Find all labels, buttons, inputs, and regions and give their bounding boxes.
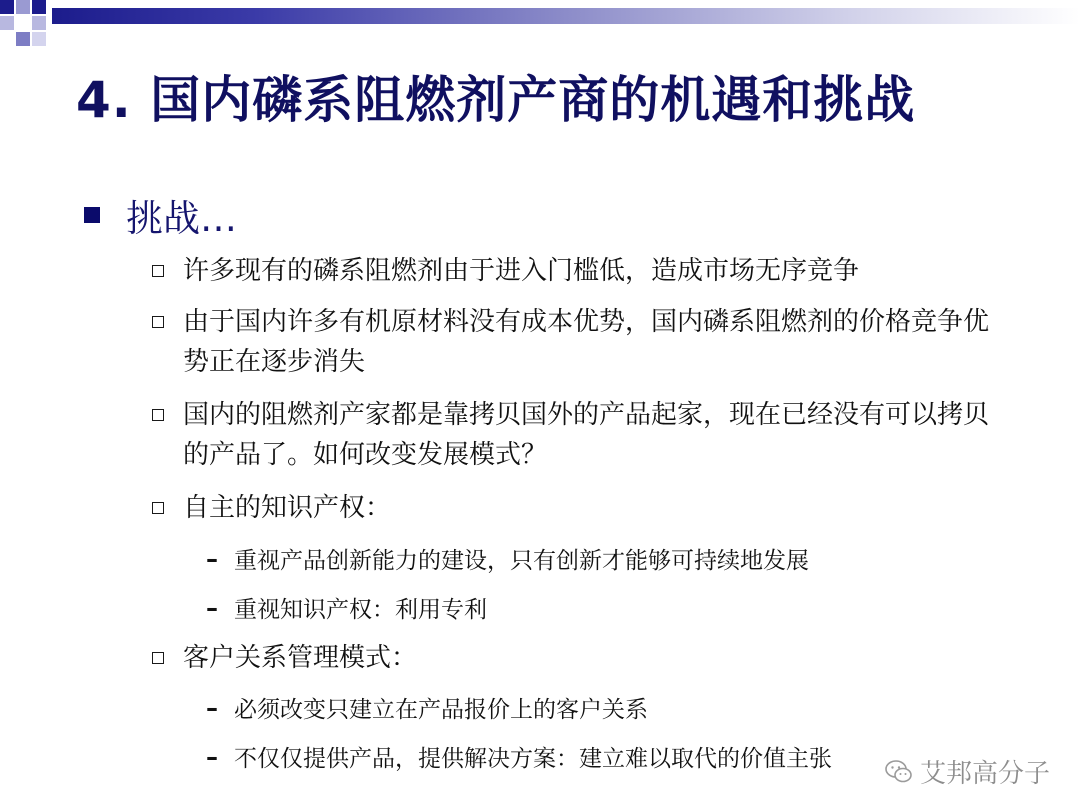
section-label: 挑战… — [126, 197, 237, 240]
deco-square — [0, 16, 14, 30]
sub-list-item — [206, 740, 832, 773]
watermark-text: 艾邦高分子 — [919, 759, 1050, 789]
header-gradient-bar — [52, 8, 1080, 24]
hollow-square-bullet-icon — [152, 652, 164, 664]
list-item — [152, 638, 1032, 678]
list-item — [152, 251, 1032, 291]
list-item — [152, 488, 1032, 528]
slide-title: 4. 国内磷系阻燃剂产商的机遇和挑战 — [76, 71, 916, 129]
section-heading — [84, 188, 237, 242]
sub-list-item — [206, 691, 648, 724]
hollow-square-bullet-icon — [152, 409, 164, 421]
dash-bullet: – — [206, 693, 218, 722]
deco-square — [32, 16, 46, 30]
hollow-square-bullet-icon — [152, 502, 164, 514]
deco-square — [16, 32, 30, 46]
sub-list-item — [206, 591, 487, 624]
deco-square — [16, 0, 30, 14]
deco-square — [32, 32, 46, 46]
list-item-text: 国内的阻燃剂产家都是靠拷贝国外的产品起家，现在已经没有可以拷贝的产品了。如何改变发展模式？ — [183, 400, 990, 470]
deco-square — [0, 0, 14, 14]
dash-bullet: – — [206, 742, 218, 771]
list-item-text: 由于国内许多有机原材料没有成本优势，国内磷系阻燃剂的价格竞争优势正在逐步消失 — [183, 307, 990, 377]
list-item-text: 自主的知识产权： — [183, 493, 392, 523]
wechat-icon — [884, 757, 914, 787]
sub-list-item — [206, 542, 809, 575]
hollow-square-bullet-icon — [152, 316, 164, 328]
list-item — [152, 395, 1032, 475]
square-bullet-icon — [84, 207, 100, 223]
hollow-square-bullet-icon — [152, 265, 164, 277]
watermark — [884, 753, 1050, 790]
deco-square — [32, 0, 46, 14]
sub-list-item-text: 重视产品创新能力的建设，只有创新才能够可持续地发展 — [234, 548, 809, 574]
sub-list-item-text: 必须改变只建立在产品报价上的客户关系 — [234, 697, 648, 723]
dash-bullet: – — [206, 544, 218, 573]
list-item — [152, 302, 1032, 382]
sub-list-item-text: 重视知识产权：利用专利 — [234, 597, 487, 623]
list-item-text: 客户关系管理模式： — [183, 643, 418, 673]
sub-list-item-text: 不仅仅提供产品，提供解决方案：建立难以取代的价值主张 — [234, 746, 832, 772]
dash-bullet: – — [206, 593, 218, 622]
list-item-text: 许多现有的磷系阻燃剂由于进入门槛低，造成市场无序竞争 — [183, 256, 860, 286]
